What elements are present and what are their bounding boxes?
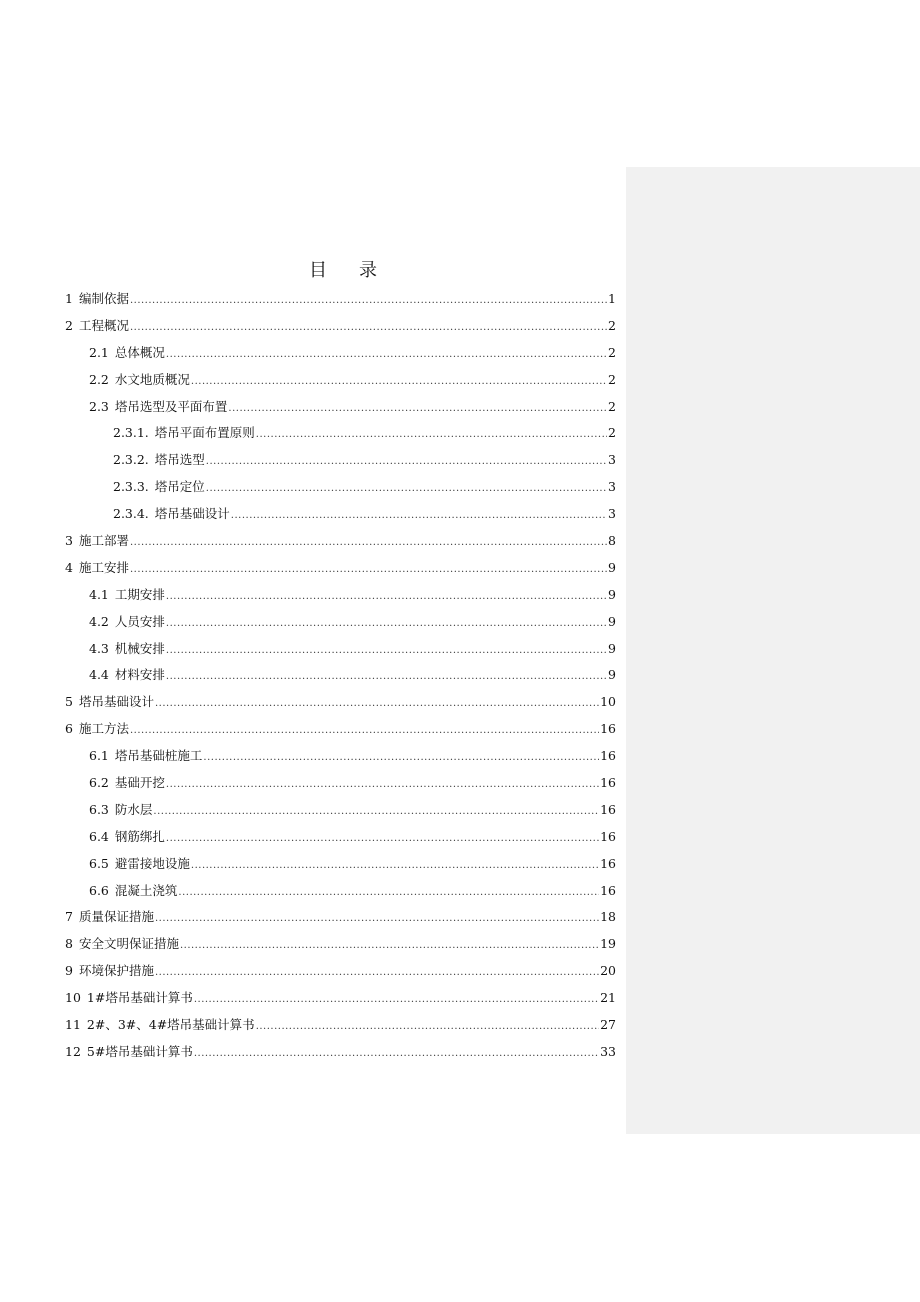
toc-dot-leader	[155, 908, 599, 930]
toc-dot-leader	[206, 451, 607, 473]
toc-entry-title: 塔吊选型	[154, 452, 205, 468]
toc-entry-title: 塔吊定位	[154, 479, 205, 495]
toc-entry[interactable]	[65, 853, 616, 880]
toc-entry-title: 钢筋绑扎	[114, 828, 165, 844]
toc-entry-number: 2.3.3.	[113, 479, 149, 495]
toc-entry-page: 2	[608, 371, 616, 387]
toc-entry-number: 10	[65, 990, 81, 1006]
toc-entry-page: 2	[608, 398, 616, 414]
toc-entry-number: 1	[65, 291, 73, 306]
toc-entry-title: 塔吊基础桩施工	[114, 748, 203, 764]
toc-entry-title: 质量保证措施	[78, 909, 154, 925]
toc-entry-page: 3	[608, 506, 616, 522]
toc-entry-page: 9	[608, 613, 616, 629]
toc-entry-number: 2.3.2.	[113, 452, 149, 468]
toc-entry[interactable]	[65, 1041, 616, 1068]
toc-entry-title: 环境保护措施	[78, 963, 154, 979]
toc-entry-title: 施工安排	[78, 559, 129, 575]
toc-dot-leader	[166, 613, 607, 635]
toc-entry-number: 4	[65, 559, 73, 575]
toc-entry[interactable]	[65, 530, 616, 557]
toc-entry-number: 7	[65, 909, 73, 925]
toc-entry[interactable]	[65, 584, 616, 611]
toc-entry-number: 6.2	[89, 775, 109, 791]
toc-entry-page: 16	[600, 801, 616, 817]
toc-entry-number: 3	[65, 533, 73, 549]
toc-dot-leader	[256, 1016, 599, 1038]
toc-dot-leader	[191, 855, 599, 877]
toc-dot-leader	[130, 317, 607, 339]
toc-dot-leader	[203, 747, 599, 769]
toc-entry-page: 18	[600, 909, 616, 925]
toc-dot-leader	[180, 935, 599, 957]
toc-dot-leader	[153, 801, 599, 823]
toc-entry-title: 总体概况	[114, 344, 165, 360]
toc-entry-page: 1	[608, 291, 616, 306]
toc-entry[interactable]	[65, 342, 616, 369]
toc-dot-leader	[155, 693, 599, 715]
toc-entry[interactable]	[65, 718, 616, 745]
toc-dot-leader	[194, 1043, 599, 1065]
toc-entry[interactable]	[65, 315, 616, 342]
toc-entry-number: 6.4	[89, 828, 109, 844]
toc-entry-page: 8	[608, 533, 616, 549]
toc-entry[interactable]	[65, 476, 616, 503]
toc-dot-leader	[231, 505, 607, 527]
toc-entry-number: 9	[65, 963, 73, 979]
toc-entry[interactable]	[65, 960, 616, 987]
toc-entry[interactable]	[65, 826, 616, 853]
comment-pane	[626, 167, 920, 1134]
toc-entry[interactable]	[65, 611, 616, 638]
toc-entry-title: 避雷接地设施	[114, 855, 190, 871]
toc-entry-page: 16	[600, 721, 616, 737]
toc-entry-page: 16	[600, 882, 616, 898]
toc-dot-leader	[191, 371, 607, 393]
toc-entry[interactable]	[65, 664, 616, 691]
toc-entry-title: 安全文明保证措施	[78, 936, 179, 952]
toc-entry-page: 21	[600, 990, 616, 1006]
toc-entry-page: 9	[608, 667, 616, 683]
toc-entry-page: 16	[600, 828, 616, 844]
toc-entry[interactable]	[65, 396, 616, 423]
toc-entry-number: 12	[65, 1043, 81, 1059]
toc-entry[interactable]	[65, 880, 616, 907]
toc-entry-number: 6.6	[89, 882, 109, 898]
toc-entry-page: 33	[600, 1043, 616, 1059]
toc-entry-page: 9	[608, 586, 616, 602]
toc-title	[0, 256, 686, 282]
toc-entry-title: 混凝土浇筑	[114, 882, 178, 898]
toc-entry-number: 6.5	[89, 855, 109, 871]
toc-entry-title: 机械安排	[114, 640, 165, 656]
toc-entry-page: 16	[600, 748, 616, 764]
toc-entry-number: 2	[65, 317, 73, 333]
toc-dot-leader	[178, 882, 599, 904]
toc-list	[65, 288, 616, 1068]
toc-dot-leader	[166, 586, 607, 608]
toc-entry[interactable]	[65, 503, 616, 530]
toc-dot-leader	[130, 720, 599, 742]
toc-entry[interactable]	[65, 745, 616, 772]
toc-entry-page: 3	[608, 452, 616, 468]
toc-dot-leader	[194, 989, 599, 1011]
toc-entry-title: 工程概况	[78, 317, 129, 333]
toc-entry-number: 6	[65, 721, 73, 737]
toc-entry-number: 5	[65, 694, 73, 710]
toc-entry[interactable]	[65, 933, 616, 960]
toc-entry-page: 10	[600, 694, 616, 710]
toc-title-right: 录	[359, 260, 377, 281]
toc-entry[interactable]	[65, 369, 616, 396]
toc-dot-leader	[130, 532, 607, 554]
toc-title-left: 目	[309, 260, 327, 281]
toc-entry[interactable]	[65, 638, 616, 665]
toc-dot-leader	[166, 828, 599, 850]
toc-dot-leader	[130, 290, 607, 312]
toc-entry-page: 2	[608, 317, 616, 333]
toc-entry[interactable]	[65, 422, 616, 449]
toc-dot-leader	[166, 344, 607, 366]
toc-dot-leader	[228, 398, 607, 420]
toc-entry-number: 8	[65, 936, 73, 952]
toc-entry-title: 水文地质概况	[114, 371, 190, 387]
toc-dot-leader	[155, 962, 599, 984]
toc-entry-number: 2.3.1.	[113, 425, 149, 441]
toc-entry-title: 材料安排	[114, 667, 165, 683]
toc-entry-page: 20	[600, 963, 616, 979]
toc-entry-page: 16	[600, 855, 616, 871]
toc-entry-title: 基础开挖	[114, 775, 165, 791]
toc-entry-number: 6.1	[89, 748, 109, 764]
toc-entry[interactable]	[65, 288, 616, 315]
toc-entry[interactable]	[65, 799, 616, 826]
toc-entry[interactable]	[65, 449, 616, 476]
toc-entry-title: 塔吊选型及平面布置	[114, 398, 228, 414]
toc-dot-leader	[130, 559, 607, 581]
toc-entry-title: 塔吊基础设计	[78, 694, 154, 710]
toc-entry-page: 9	[608, 640, 616, 656]
toc-entry-title: 塔吊平面布置原则	[154, 425, 255, 441]
toc-dot-leader	[166, 774, 599, 796]
toc-entry-title: 1#塔吊基础计算书	[86, 990, 193, 1006]
toc-dot-leader	[166, 666, 607, 688]
toc-dot-leader	[166, 640, 607, 662]
toc-entry[interactable]	[65, 906, 616, 933]
toc-entry-number: 4.1	[89, 586, 109, 602]
toc-entry-title: 编制依据	[78, 291, 129, 306]
toc-entry-number: 2.3	[89, 398, 109, 414]
toc-entry[interactable]	[65, 691, 616, 718]
toc-entry-title: 施工方法	[78, 721, 129, 737]
toc-entry-number: 4.4	[89, 667, 109, 683]
toc-entry[interactable]	[65, 772, 616, 799]
toc-entry-page: 9	[608, 559, 616, 575]
toc-entry-page: 19	[600, 936, 616, 952]
toc-entry-page: 2	[608, 425, 616, 441]
toc-entry-title: 塔吊基础设计	[154, 506, 230, 522]
toc-entry-title: 5#塔吊基础计算书	[86, 1043, 193, 1059]
toc-entry[interactable]	[65, 987, 616, 1014]
toc-entry-title: 工期安排	[114, 586, 165, 602]
toc-entry-number: 6.3	[89, 801, 109, 817]
toc-entry-page: 3	[608, 479, 616, 495]
toc-entry-page: 16	[600, 775, 616, 791]
toc-entry-number: 4.2	[89, 613, 109, 629]
toc-entry-number: 4.3	[89, 640, 109, 656]
toc-entry-title: 施工部署	[78, 533, 129, 549]
toc-entry[interactable]	[65, 1014, 616, 1041]
toc-entry-title: 人员安排	[114, 613, 165, 629]
toc-entry[interactable]	[65, 557, 616, 584]
toc-dot-leader	[256, 424, 607, 446]
toc-entry-number: 2.1	[89, 344, 109, 360]
toc-dot-leader	[206, 478, 607, 500]
toc-entry-page: 2	[608, 344, 616, 360]
toc-entry-page: 27	[600, 1017, 616, 1033]
toc-entry-title: 防水层	[114, 801, 153, 817]
toc-entry-title: 2#、3#、4#塔吊基础计算书	[86, 1017, 255, 1033]
toc-entry-number: 11	[65, 1017, 81, 1033]
toc-entry-number: 2.2	[89, 371, 109, 387]
toc-entry-number: 2.3.4.	[113, 506, 149, 522]
